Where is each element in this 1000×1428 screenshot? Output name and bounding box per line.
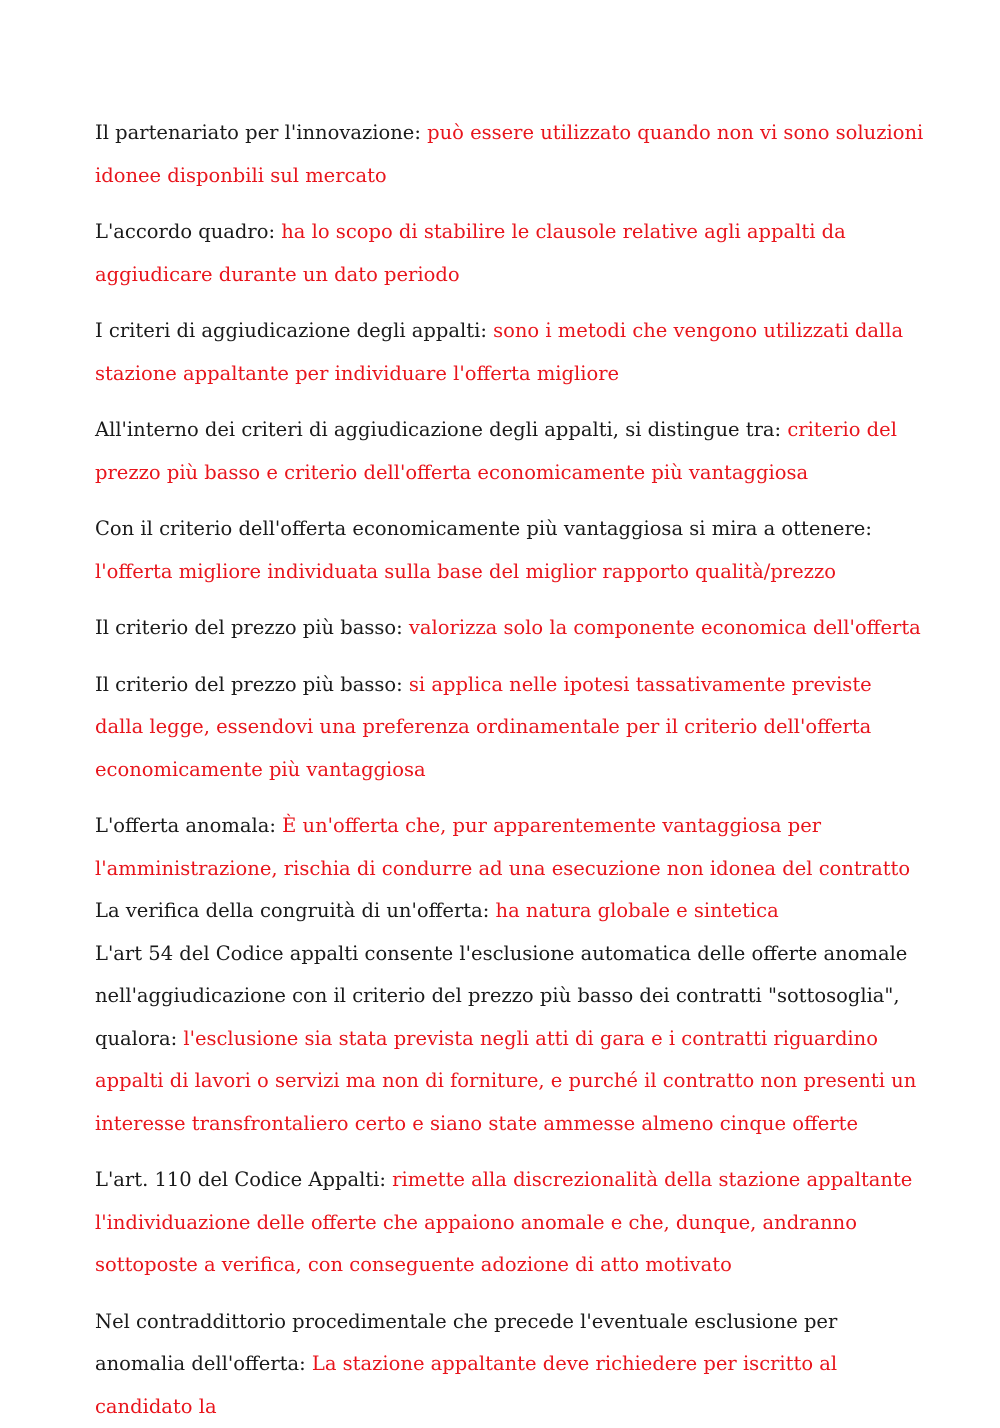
- answer-text: l'esclusione sia stata prevista negli atti di gara e i contratti riguardino appalti di lavori o servizi ma non di forniture, e purché il contratto non presenti un interesse transfrontaliero certo e siano state ammesse almeno cinque offerte: [95, 1027, 916, 1135]
- question-text: Il partenariato per l'innovazione:: [95, 121, 427, 144]
- answer-text: ha natura globale e sintetica: [496, 899, 779, 922]
- qa-offerta-anomala: [95, 805, 925, 933]
- qa-prezzo-piu-basso-2: [95, 664, 925, 792]
- qa-offerta-vantaggiosa: [95, 508, 925, 593]
- answer-text: È un'offerta che, pur apparentemente vantaggiosa per l'amministrazione, rischia di condurre ad una esecuzione non idonea del contratto: [95, 814, 910, 880]
- document-page: [95, 112, 925, 1428]
- answer-text: ha lo scopo di stabilire le clausole relative agli appalti da aggiudicare durante un dato periodo: [95, 220, 846, 286]
- question-text: Il criterio del prezzo più basso:: [95, 616, 409, 639]
- answer-text: rimette alla discrezionalità della stazione appaltante l'individuazione delle offerte che appaiono anomale e che, dunque, andranno sottoposte a verifica, con conseguente adozione di atto motivato: [95, 1168, 912, 1276]
- answer-text: La stazione appaltante deve richiedere per iscritto al candidato la: [95, 1352, 837, 1418]
- qa-art-54: [95, 933, 925, 1146]
- qa-prezzo-piu-basso-1: [95, 607, 925, 650]
- question-text: L'art 54 del Codice appalti consente l'esclusione automatica delle offerte anomale nell'aggiudicazione con il criterio del prezzo più basso dei contratti "sottosoglia", qualora:: [95, 942, 907, 1050]
- answer-text: sono i metodi che vengono utilizzati dalla stazione appaltante per individuare l'offerta migliore: [95, 319, 903, 385]
- qa-art-110: [95, 1159, 925, 1287]
- question-text: L'accordo quadro:: [95, 220, 281, 243]
- question-text: I criteri di aggiudicazione degli appalti:: [95, 319, 493, 342]
- qa-partenariato: [95, 112, 925, 197]
- qa-accordo-quadro: [95, 211, 925, 296]
- question-text: La verifica della congruità di un'offerta:: [95, 899, 496, 922]
- question-text: All'interno dei criteri di aggiudicazione degli appalti, si distingue tra:: [95, 418, 787, 441]
- question-text: L'art. 110 del Codice Appalti:: [95, 1168, 392, 1191]
- question-text: Con il criterio dell'offerta economicamente più vantaggiosa si mira a ottenere:: [95, 517, 872, 540]
- answer-text: si applica nelle ipotesi tassativamente previste dalla legge, essendovi una preferenza ordinamentale per il criterio dell'offerta economicamente più vantaggiosa: [95, 673, 872, 781]
- answer-text: valorizza solo la componente economica dell'offerta: [409, 616, 921, 639]
- qa-criteri-aggiudicazione: [95, 310, 925, 395]
- question-text: Il criterio del prezzo più basso:: [95, 673, 409, 696]
- answer-text: può essere utilizzato quando non vi sono soluzioni idonee disponbili sul mercato: [95, 121, 923, 187]
- answer-text: criterio del prezzo più basso e criterio dell'offerta economicamente più vantaggiosa: [95, 418, 897, 484]
- qa-contraddittorio: [95, 1301, 925, 1428]
- qa-distinzione-criteri: [95, 409, 925, 494]
- question-text: L'offerta anomala:: [95, 814, 282, 837]
- answer-text: l'offerta migliore individuata sulla base del miglior rapporto qualità/prezzo: [95, 560, 836, 583]
- question-text: Nel contraddittorio procedimentale che precede l'eventuale esclusione per anomalia dell'offerta:: [95, 1310, 837, 1376]
